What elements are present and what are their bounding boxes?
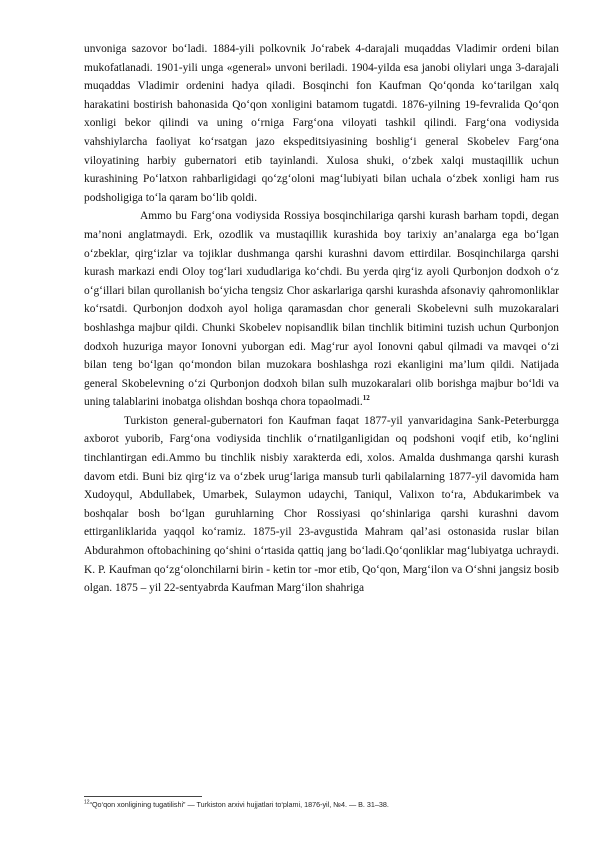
paragraph-3: Turkiston general-gubernatori fon Kaufman faqat 1877-yil yanvaridagina Sank-Peterburgga axborot yuborib, Farg‘ona vodiysida tinchlik o‘rnatilganligidan oq podshoni voqif etib, ko‘nglini tinchlantirgan edi.Ammo bu tinchlik nisbiy xarakterda edi, xolos. Amalda dushmanga qarshi kurash davom etdi. Buni biz qirg‘iz va o‘zbek urug‘lariga mansub turli qabilalarning 1877-yil davomida ham Xudoyqul, Abdullabek, Umarbek, Sulaymon udaychi, Taniqul, Valixon to‘ra, Abdukarimbek va boshqalar bosh bo‘lgan guruhlarning Chor Rossiyasi qo‘shinlariga qarshi kurashni davom ettirganliklarida yaqqol ko‘ramiz. 1875-yil 23-avgustida Mahram qal’asi ostonasida ruslar bilan Abdurahmon oftobachining qo‘shini o‘rtasida qattiq jang bo‘ladi.Qo‘qonliklar mag‘lubiyatga uchraydi. K. P. Kaufman qo‘zg‘olonchilarni birin - ketin tor -mor etib, Qo‘qon, Marg‘ilon va O‘shni jangsiz bosib olgan. 1875 – yil 22-sentyabrda Kaufman Marg‘ilon shahriga [84,414,559,595]
paragraph-2 [84,207,559,412]
footnote-reference[interactable]: 12 [362,394,370,403]
footnote [84,800,559,810]
main-text [84,40,559,598]
paragraph-2-text: Ammo bu Farg‘ona vodiysida Rossiya bosqinchilariga qarshi kurash barham topdi, degan ma’noni anglatmaydi. Erk, ozodlik va mustaqillik kurashida boy tarixiy an’analarga ega bo‘lgan o‘zbeklar, qirg‘izlar va tojiklar dushmanga qarshi kurashni davom ettirdilar. Bosqinchilarga qarshi kurash markazi endi Oloy tog‘lari xududlariga ko‘chdi. Bu yerda qirg‘iz ayoli Qurbonjon dodxoh o‘z o‘g‘illari bilan qurollanish bo‘yicha tengsiz Chor askarlariga qarshi kurashda afsonaviy qahromonliklar ko‘rsatdi. Qurbonjon dodxoh ayol holiga qaramasdan chor generali Skobelevni sulh muzokaralari boshlashga majbur qildi. Chunki Skobelev nopisandlik bilan tinchlik bitimini tuzish uchun Qurbonjon dodxoh huzuriga mayor Ionovni yuborgan edi. Mag‘rur ayol Ionovni qabul qilmadi va mavqei o‘zi bilan teng bo‘lgan qo‘mondon bilan muzokara boshlashga rozi ekanligini ma’lum qildi. Natijada general Skobelevning o‘zi Qurbonjon dodxoh bilan sulh muzokaralari olib borishga majbur bo‘ldi va uning talablarini inobatga olishdan boshqa chora topaolmadi. [84,210,559,409]
footnote-divider [84,796,202,797]
footnote-text: “Qo‘qon xonligining tugatilishi” — Turkiston arxivi hujjatlari to‘plami, 1876-yil, №4. — B. 31–38. [89,800,389,809]
footnote-number: 12 [84,799,90,806]
paragraph-1: unvoniga sazovor bo‘ladi. 1884-yili polkovnik Jo‘rabek 4-darajali muqaddas Vladimir ordeni bilan mukofatlanadi. 1901-yili unga «general» unvoni beriladi. 1904-yilda esa janobi oliylari unga 3-darajali muqaddas Vladimir ordenini hadya qiladi. Bosqinchi fon Kaufman Qo‘qonda ko‘tarilgan xalq harakatini bostirish bahonasida Qo‘qon xonligini batamom tugatdi. 1876-yilning 19-fevralida Qo‘qon xonligi bekor qilindi va uning o‘rniga Farg‘ona viloyati tashkil qilindi. Farg‘ona vodiysida vahshiylarcha faoliyat ko‘rsatgan jazo ekspeditsiyasining boshlig‘i general Skobelev Farg‘ona viloyatining harbiy gubernatori etib tayinlandi. Xulosa shuki, o‘zbek xalqi mustaqillik uchun kurashining Po‘latxon rahbarligidagi qo‘zg‘oloni mag‘lubiyati bilan uchala o‘zbek xonligi ham rus podsholigiga to‘la qaram bo‘lib qoldi. [84,43,559,204]
